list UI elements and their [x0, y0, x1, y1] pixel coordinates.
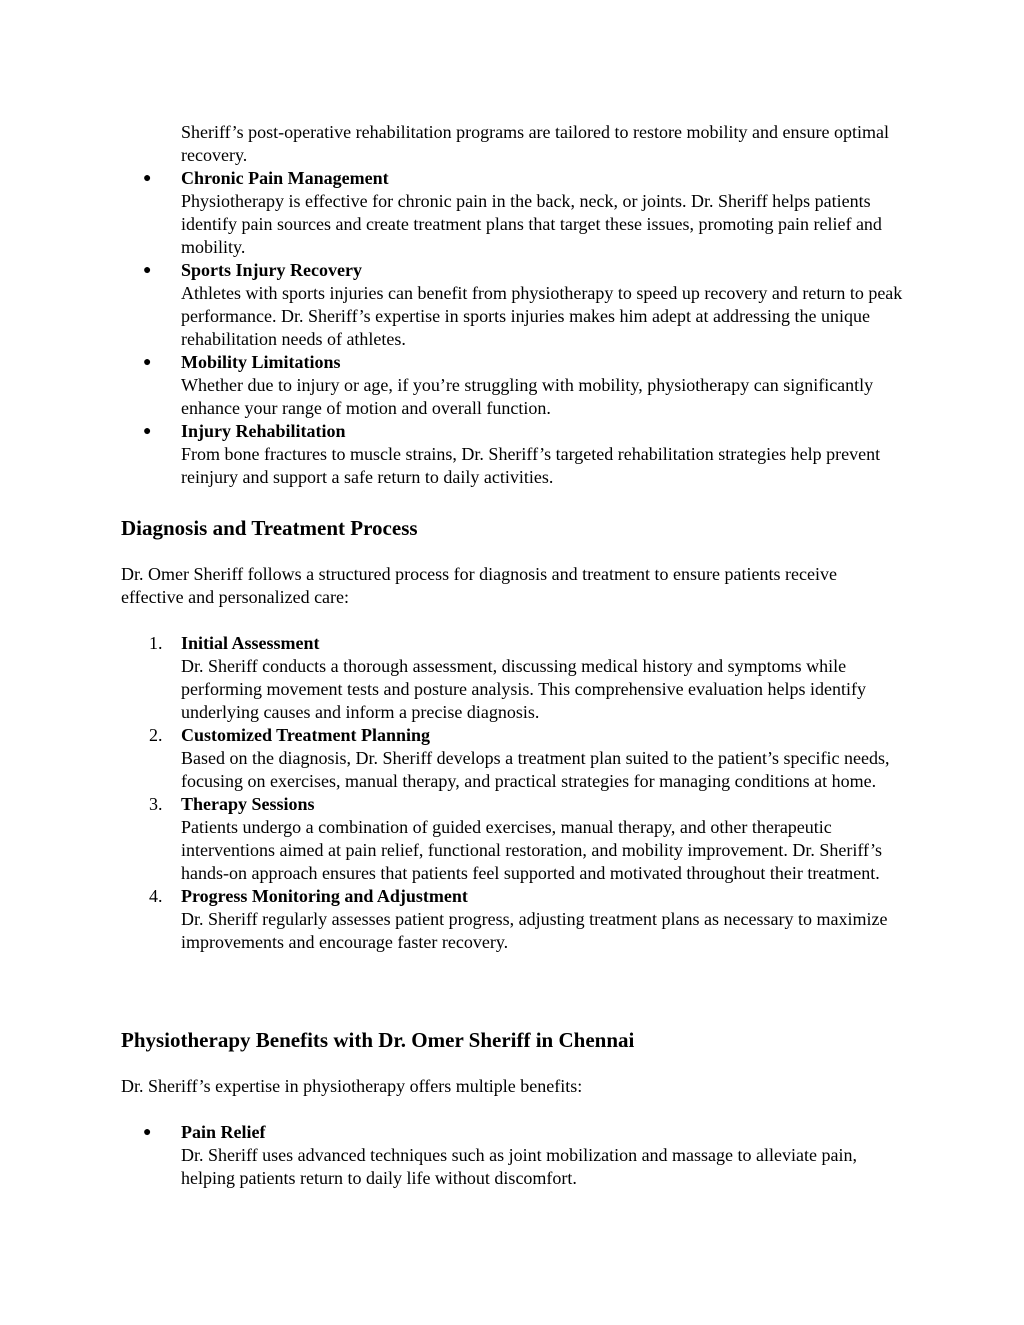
list-item [121, 724, 911, 793]
item-title: Initial Assessment [181, 633, 320, 653]
conditions-list [121, 167, 911, 489]
list-item [121, 351, 911, 420]
section-heading-diagnosis: Diagnosis and Treatment Process [121, 516, 418, 540]
item-body: Based on the diagnosis, Dr. Sheriff develops a treatment plan suited to the patient’s specific needs, focusing on exercises, manual therapy, and practical strategies for managing conditions at home. [181, 748, 890, 791]
item-body: Dr. Sheriff uses advanced techniques such as joint mobilization and massage to alleviate pain, helping patients return to daily life without discomfort. [181, 1145, 857, 1188]
item-body: Dr. Sheriff regularly assesses patient progress, adjusting treatment plans as necessary to maximize improvements and encourage faster recovery. [181, 909, 888, 952]
list-item [121, 167, 911, 259]
benefits-intro: Dr. Sheriff’s expertise in physiotherapy offers multiple benefits: [121, 1076, 583, 1096]
step-number: 1. [149, 633, 163, 653]
section-heading-benefits: Physiotherapy Benefits with Dr. Omer Sheriff in Chennai [121, 1028, 635, 1052]
bullet-icon: ● [143, 263, 152, 278]
list-item [121, 259, 911, 351]
list-item [121, 632, 911, 724]
item-body: Patients undergo a combination of guided exercises, manual therapy, and other therapeutic interventions aimed at pain relief, functional restoration, and mobility improvement. Dr. Sheriff’s hands-on approach ensures that patients feel supported and motivated throughout their treatment. [181, 817, 882, 883]
diagnosis-steps-list [121, 632, 911, 954]
list-item [121, 1121, 911, 1190]
item-title: Therapy Sessions [181, 794, 315, 814]
benefits-list [121, 1121, 911, 1190]
item-title: Mobility Limitations [181, 352, 341, 372]
item-body: Athletes with sports injuries can benefit from physiotherapy to speed up recovery and return to peak performance. Dr. Sheriff’s expertise in sports injuries makes him adept at addressing the unique rehabilitation needs of athletes. [181, 283, 903, 349]
item-body: Whether due to injury or age, if you’re struggling with mobility, physiotherapy can significantly enhance your range of motion and overall function. [181, 375, 874, 418]
bullet-icon: ● [143, 424, 152, 439]
item-title: Injury Rehabilitation [181, 421, 346, 441]
item-title: Chronic Pain Management [181, 168, 389, 188]
item-title: Pain Relief [181, 1122, 266, 1142]
bullet-icon: ● [143, 171, 152, 186]
item-body: From bone fractures to muscle strains, Dr. Sheriff’s targeted rehabilitation strategies help prevent reinjury and support a safe return to daily activities. [181, 444, 881, 487]
item-body: Physiotherapy is effective for chronic pain in the back, neck, or joints. Dr. Sheriff helps patients identify pain sources and create treatment plans that target these issues, promoting pain relief and mobility. [181, 191, 882, 257]
step-number: 2. [149, 725, 163, 745]
continuation-paragraph: Sheriff’s post-operative rehabilitation programs are tailored to restore mobility and ensure optimal recovery. [181, 122, 889, 165]
list-item [121, 420, 911, 489]
item-title: Sports Injury Recovery [181, 260, 362, 280]
list-item [121, 793, 911, 885]
list-item [121, 885, 911, 954]
item-title: Customized Treatment Planning [181, 725, 431, 745]
step-number: 4. [149, 886, 163, 906]
diagnosis-intro: Dr. Omer Sheriff follows a structured process for diagnosis and treatment to ensure patients receive effective and personalized care: [121, 564, 837, 607]
bullet-icon: ● [143, 355, 152, 370]
item-title: Progress Monitoring and Adjustment [181, 886, 468, 906]
bullet-icon: ● [143, 1125, 152, 1140]
item-body: Dr. Sheriff conducts a thorough assessment, discussing medical history and symptoms while performing movement tests and posture analysis. This comprehensive evaluation helps identify underlying causes and inform a precise diagnosis. [181, 656, 867, 722]
step-number: 3. [149, 794, 163, 814]
